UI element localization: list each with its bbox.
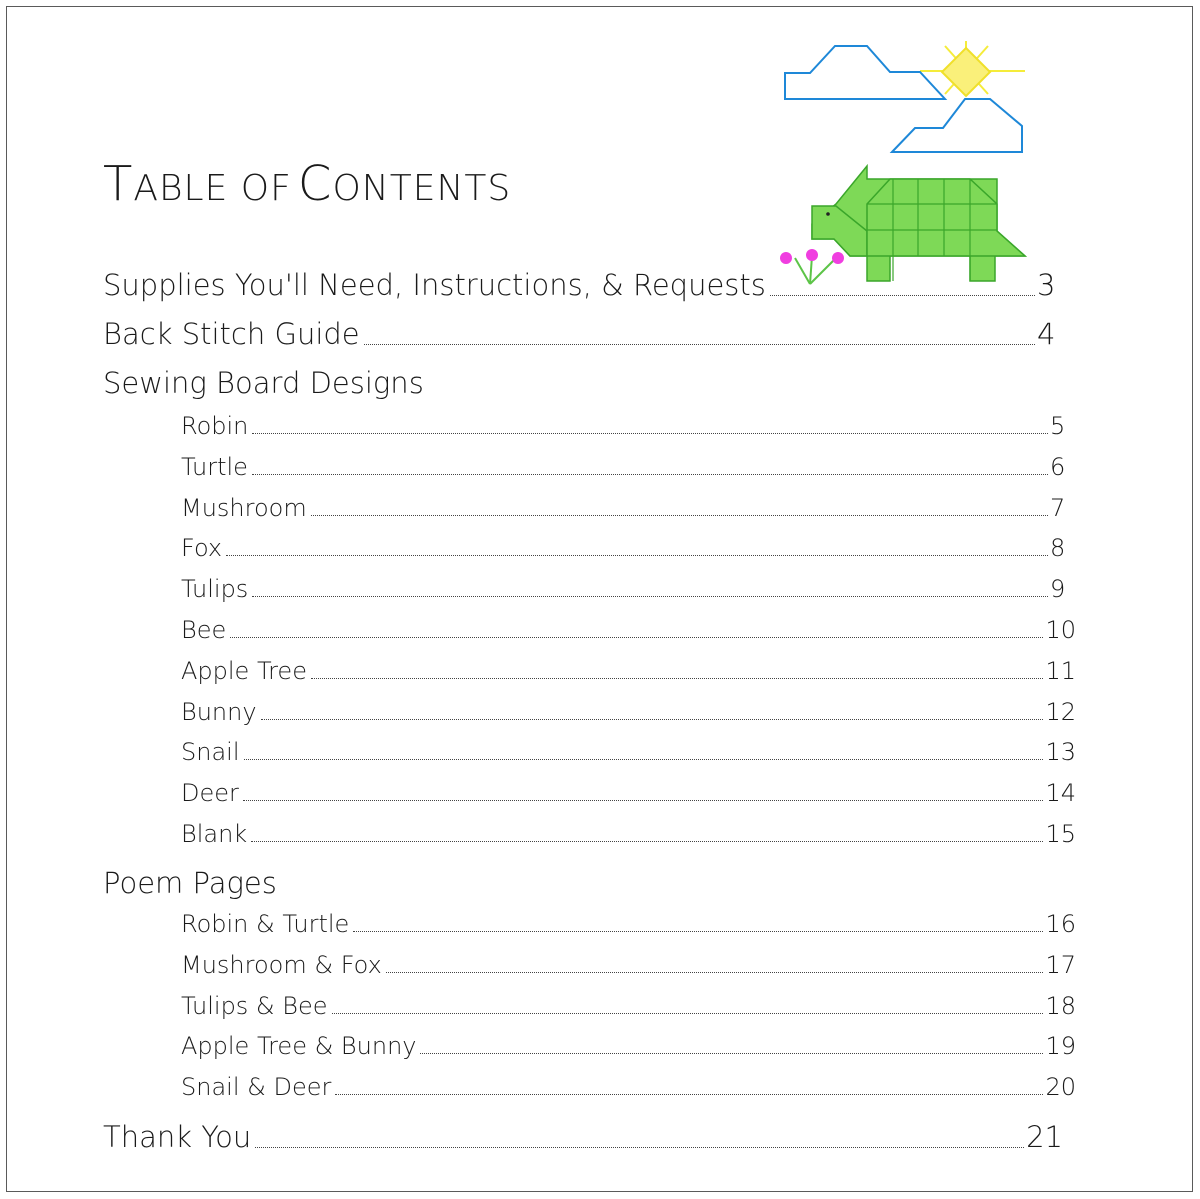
toc-page-number: 21 <box>1026 1120 1063 1154</box>
toc-entry[interactable] <box>181 738 1076 766</box>
toc-page-number: 12 <box>1045 698 1076 726</box>
toc-entry-label: Supplies You'll Need, Instructions, & Requests <box>103 268 766 302</box>
toc-entry[interactable] <box>181 698 1076 726</box>
toc-entry-label: Blank <box>181 820 248 848</box>
toc-entry[interactable] <box>181 1032 1076 1060</box>
dot-leader <box>244 759 1044 760</box>
toc-entry-label: Apple Tree & Bunny <box>181 1032 417 1060</box>
dot-leader <box>230 637 1043 638</box>
toc-page-number: 19 <box>1045 1032 1076 1060</box>
toc-entry[interactable] <box>181 575 1076 603</box>
toc-page-number: 6 <box>1050 453 1066 481</box>
toc-entry-label: Tulips & Bee <box>181 992 328 1020</box>
toc-entry[interactable] <box>181 910 1076 938</box>
toc-entry[interactable] <box>181 453 1076 481</box>
cloud-icon <box>785 46 945 99</box>
toc-entry-label: Robin <box>181 412 249 440</box>
toc-entry[interactable] <box>103 317 1063 351</box>
dot-leader <box>335 1094 1043 1095</box>
toc-entry-label: Fox <box>181 534 223 562</box>
dot-leader <box>770 295 1035 296</box>
title-initial-1: T <box>103 156 134 212</box>
dot-leader <box>252 474 1048 475</box>
dot-leader <box>243 800 1044 801</box>
toc-page-number: 5 <box>1050 412 1066 440</box>
section-heading: Sewing Board Designs <box>103 366 424 400</box>
dot-leader <box>252 433 1048 434</box>
toc-entry-label: Snail & Deer <box>181 1073 332 1101</box>
toc-page-number: 14 <box>1045 779 1076 807</box>
toc-page-number: 16 <box>1045 910 1076 938</box>
page-title <box>103 156 512 212</box>
toc-entry[interactable] <box>181 412 1076 440</box>
toc-page-number: 20 <box>1045 1073 1076 1101</box>
toc-entry[interactable] <box>103 268 1063 302</box>
dot-leader <box>251 841 1043 842</box>
toc-entry-label: Turtle <box>181 453 248 481</box>
toc-entry[interactable] <box>181 951 1076 979</box>
toc-entry-label: Bee <box>181 616 227 644</box>
toc-entry[interactable] <box>181 657 1076 685</box>
dot-leader <box>252 596 1048 597</box>
toc-entry-label: Tulips <box>181 575 249 603</box>
toc-entry[interactable] <box>103 1120 1063 1154</box>
toc-page-number: 18 <box>1045 992 1076 1020</box>
toc-entry-label: Robin & Turtle <box>181 910 350 938</box>
toc-entry-label: Snail <box>181 738 240 766</box>
toc-page-number: 7 <box>1050 494 1066 522</box>
dot-leader <box>261 719 1044 720</box>
toc-entry[interactable] <box>181 616 1076 644</box>
toc-entry[interactable] <box>181 820 1076 848</box>
title-part-2: ONTENTS <box>332 168 512 209</box>
toc-entry-label: Bunny <box>181 698 257 726</box>
section-heading: Poem Pages <box>103 866 277 900</box>
dot-leader <box>311 678 1044 679</box>
dot-leader <box>364 344 1035 345</box>
toc-entry[interactable] <box>181 992 1076 1020</box>
toc-page-number: 10 <box>1045 616 1076 644</box>
toc-entry-label: Back Stitch Guide <box>103 317 360 351</box>
toc-entry[interactable] <box>181 1073 1076 1101</box>
dot-leader <box>255 1147 1024 1148</box>
toc-entry-label: Apple Tree <box>181 657 307 685</box>
toc-page-number: 4 <box>1037 317 1056 351</box>
toc-page-number: 9 <box>1050 575 1066 603</box>
dot-leader <box>332 1013 1044 1014</box>
turtle-icon <box>812 166 1025 281</box>
toc-entry[interactable] <box>181 779 1076 807</box>
toc-page-number: 17 <box>1045 951 1076 979</box>
dot-leader <box>226 555 1048 556</box>
illustration <box>770 36 1040 296</box>
toc-page-number: 15 <box>1045 820 1076 848</box>
dot-leader <box>420 1053 1043 1054</box>
title-initial-2: C <box>297 156 333 212</box>
toc-entry-label: Mushroom <box>181 494 307 522</box>
toc-page-number: 13 <box>1045 738 1076 766</box>
toc-entry[interactable] <box>181 534 1076 562</box>
title-part-1: ABLE OF <box>133 168 292 209</box>
toc-page-number: 8 <box>1050 534 1066 562</box>
toc-entry-label: Deer <box>181 779 239 807</box>
dot-leader <box>386 972 1044 973</box>
toc-entry-label: Thank You <box>103 1120 252 1154</box>
toc-page-number: 11 <box>1045 657 1076 685</box>
toc-entry-label: Mushroom & Fox <box>181 951 382 979</box>
toc-page-number: 3 <box>1037 268 1056 302</box>
dot-leader <box>353 931 1043 932</box>
toc-entry[interactable] <box>181 494 1076 522</box>
dot-leader <box>311 515 1048 516</box>
cloud-icon <box>892 99 1022 152</box>
